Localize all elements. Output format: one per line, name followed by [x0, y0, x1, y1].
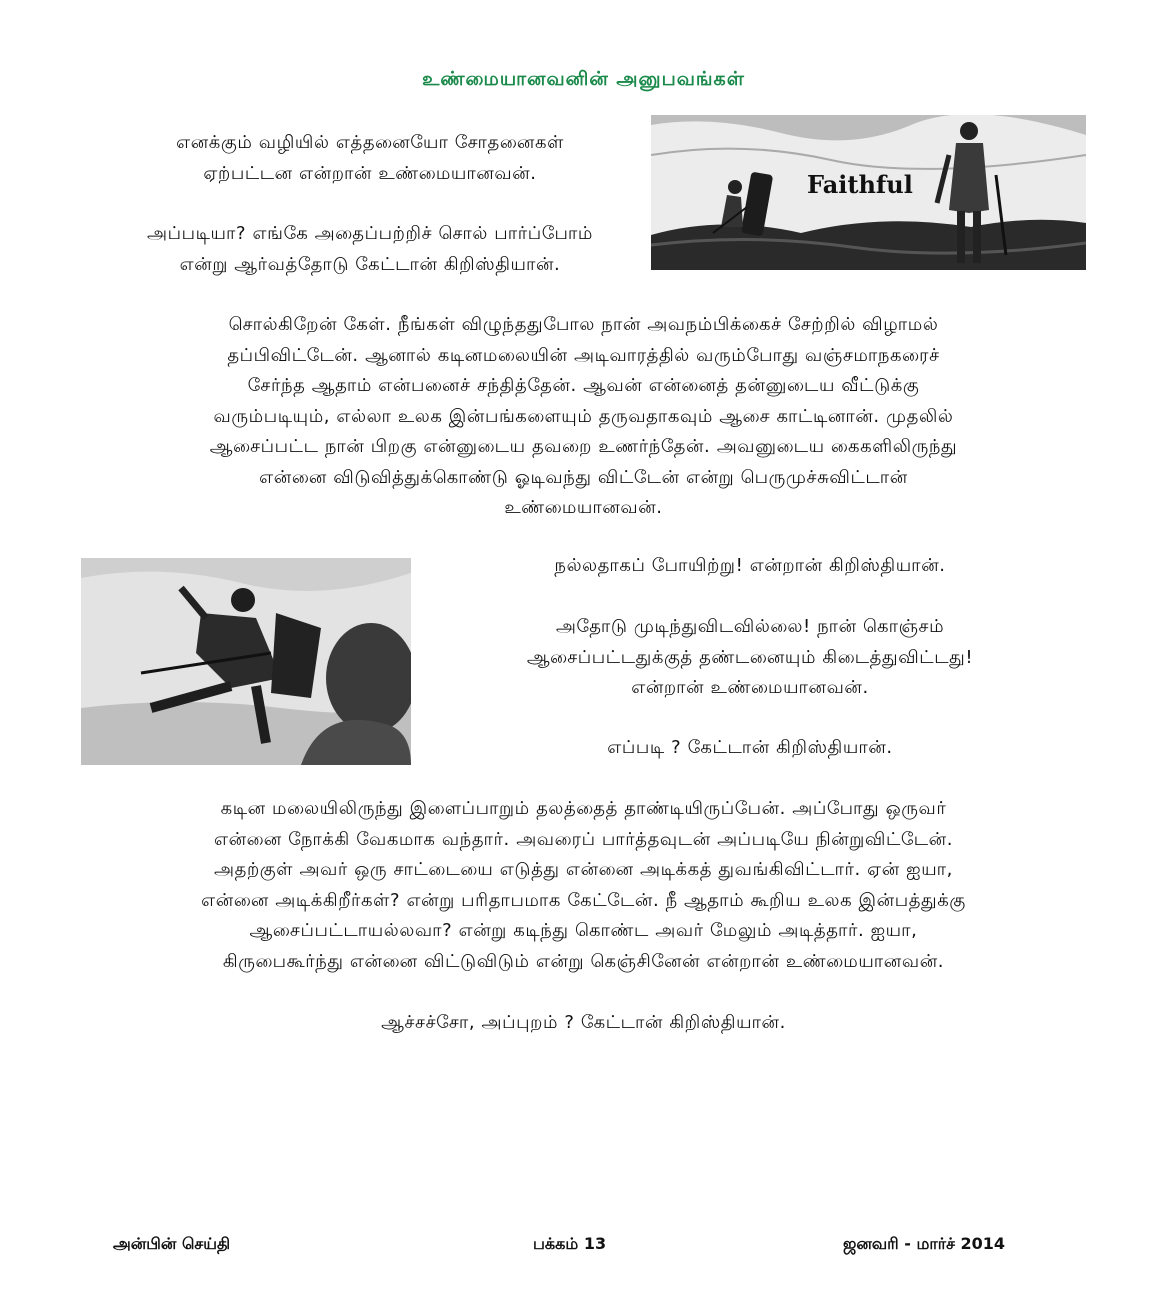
paragraph-line: அதற்குள் அவர் ஒரு சாட்டையை எடுத்து என்னை அடிக்கத் துவங்கிவிட்டார். ஏன் ஐயா, — [214, 859, 953, 880]
page-title: உண்மையானவனின் அனுபவங்கள் — [422, 68, 745, 90]
paragraph-line: சொல்கிறேன் கேள். நீங்கள் விழுந்ததுபோல நான் அவநம்பிக்கைச் சேற்றில் விழாமல் — [228, 314, 939, 335]
paragraph-line: என்னை நோக்கி வேகமாக வந்தார். அவரைப் பார்த்தவுடன் அப்படியே நின்றுவிட்டேன். — [213, 828, 954, 850]
paragraph-line: கடின மலையிலிருந்து இளைப்பாறும் தலத்தைத் தாண்டியிருப்பேன். அப்போது ஒருவர் — [220, 798, 947, 819]
footer-date: ஜனவரி - மார்ச் 2014 — [843, 1234, 1006, 1253]
paragraph-7 — [80, 794, 1087, 977]
paragraph-line: வரும்படியும், எல்லா உலக இன்பங்களையும் தருவதாகவும் ஆசை காட்டினான். முதலில் — [213, 405, 954, 427]
paragraph-4 — [420, 551, 1080, 582]
paragraph-line: ஆசைப்பட்ட நான் பிறகு என்னுடைய தவறை உணர்ந்தேன். அவனுடைய கைகளிலிருந்து — [209, 436, 958, 457]
paragraph-line: நல்லதாகப் போயிற்று! என்றான் கிறிஸ்தியான். — [554, 555, 946, 576]
paragraph-line: ஆசைப்பட்டாயல்லவா? என்று கடிந்து கொண்ட அவர் மேலும் அடித்தார். ஐயா, — [249, 920, 918, 941]
paragraph-line: ஆசைப்பட்டதுக்குத் தண்டனையும் கிடைத்துவிட்டது! — [526, 646, 974, 668]
paragraph-6 — [420, 733, 1080, 764]
paragraph-line: ஏற்பட்டன என்றான் உண்மையானவன். — [203, 162, 537, 184]
paragraph-line: உண்மையானவன். — [504, 497, 663, 518]
paragraph-line: என்னை விடுவித்துக்கொண்டு ஓடிவந்து விட்டேன் என்று பெருமுச்சுவிட்டான் — [259, 466, 908, 488]
paragraph-line: ஆச்சச்சோ, அப்புறம் ? கேட்டான் கிறிஸ்தியான். — [381, 1012, 786, 1033]
paragraph-line: என்னை அடிக்கிறீர்கள்? என்று பரிதாபமாக கேட்டேன். நீ ஆதாம் கூறிய உலக இன்பத்துக்கு — [201, 889, 966, 911]
paragraph-line: என்றான் உண்மையானவன். — [631, 677, 869, 698]
footer-page-number: பக்கம் 13 — [533, 1234, 607, 1253]
paragraph-line: தப்பிவிட்டேன். ஆனால் கடினமலையின் அடிவாரத்தில் வரும்போது வஞ்சமாநகரைச் — [227, 344, 940, 366]
paragraph-1 — [80, 128, 660, 189]
paragraph-line: அதோடு முடிந்துவிடவில்லை! நான் கொஞ்சம் — [555, 616, 945, 637]
paragraph-2 — [80, 219, 660, 280]
paragraph-5 — [420, 612, 1080, 704]
paragraph-3 — [80, 310, 1087, 524]
paragraph-line: அப்படியா? எங்கே அதைப்பற்றிச் சொல் பார்ப்போம் — [147, 223, 593, 244]
paragraph-line: எப்படி ? கேட்டான் கிறிஸ்தியான். — [607, 737, 893, 758]
paragraph-8 — [80, 1008, 1087, 1039]
paragraph-line: சேர்ந்த ஆதாம் என்பனைச் சந்தித்தேன். ஆவன் என்னைத் தன்னுடைய வீட்டுக்கு — [247, 375, 920, 396]
footer-magazine-name: அன்பின் செய்தி — [113, 1234, 231, 1253]
paragraph-line: எனக்கும் வழியில் எத்தனையோ சோதனைகள் — [176, 132, 564, 153]
faithful-caption: Faithful — [807, 170, 913, 199]
faithful-illustration — [651, 115, 1086, 270]
running-man-illustration — [81, 558, 411, 765]
paragraph-line: என்று ஆர்வத்தோடு கேட்டான் கிறிஸ்தியான். — [179, 253, 561, 275]
paragraph-line: கிருபைகூர்ந்து என்னை விட்டுவிடும் என்று கெஞ்சினேன் என்றான் உண்மையானவன். — [222, 950, 945, 972]
